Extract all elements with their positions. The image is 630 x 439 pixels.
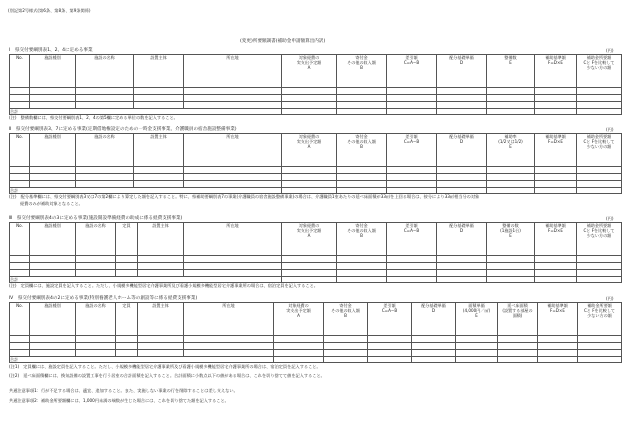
col-capacity: 定員 xyxy=(116,223,138,256)
col-diff: 差引額 C=A−B xyxy=(387,55,437,88)
total-row: 合計 xyxy=(10,188,622,194)
col-diff: 差引額 C=A−B xyxy=(387,223,437,256)
col-donation: 寄付金 その他の収入額 B xyxy=(337,55,387,88)
col-base: 補助基準額 F=D×E xyxy=(535,55,577,88)
table-row xyxy=(10,270,622,277)
section-4-heading: Ⅳ 県交付要綱別表4の2に定める事業(特別養護老人ホーム等の創設等に係る経費支援事業) xyxy=(9,296,198,301)
col-alloc: 配分基礎単価 D xyxy=(437,55,487,88)
total-row: 合計 xyxy=(10,357,622,363)
col-facility-name: 施設の名称 xyxy=(76,223,116,256)
col-facility-type: 施設種別 xyxy=(30,134,76,167)
col-cost: 対象経費の 実支出予定額 A xyxy=(274,303,324,336)
table-row xyxy=(10,181,622,188)
col-facility-name: 施設の名称 xyxy=(76,303,116,336)
col-cost: 対象経費の 実支出予定額 A xyxy=(282,134,337,167)
col-base: 補助基準額 F=D×E xyxy=(535,134,577,167)
col-capacity: 定員 xyxy=(116,303,138,336)
section-1-note: (注) 整備数欄には、県交付要綱別表1、2、4の第5欄に定める単位の数を記入すること。 xyxy=(9,115,178,120)
table-row xyxy=(10,263,622,270)
section-1-table xyxy=(9,54,622,115)
table-row xyxy=(10,88,622,95)
col-no: No. xyxy=(10,223,30,256)
col-donation: 寄付金 その他の収入額 B xyxy=(337,134,387,167)
total-row: 合計 xyxy=(10,277,622,283)
section-4-note-1: (注1) 定員欄には、施設定員を記入すること。ただし、小規模多機能型居宅介護事業所及び看護小規模多機能型居宅介護事業所の場合は、宿泊定員を記入すること。 xyxy=(9,364,321,369)
col-subsidy: 補助金所要額 Cと Fを比較して 少ない方の額 xyxy=(577,134,622,167)
col-location: 所在地 xyxy=(184,223,282,256)
total-row: 合計 xyxy=(10,109,622,115)
col-founder: 設置主体 xyxy=(138,303,184,336)
col-facility-type: 施設種別 xyxy=(30,223,76,256)
col-facility-name: 施設の名称 xyxy=(76,134,134,167)
col-base: 補助基準額 F=D×E xyxy=(538,303,578,336)
col-no: No. xyxy=(10,134,30,167)
col-no: No. xyxy=(10,55,30,88)
col-founder: 設置主体 xyxy=(134,134,184,167)
col-diff: 差引額 C=A−B xyxy=(368,303,412,336)
col-facility-name: 施設の名称 xyxy=(76,55,134,88)
section-2-note-cont: 経費のみが補助対象となること。 xyxy=(20,201,83,206)
form-label: (別記第2号様式(第6条、第8条、第9条関係) xyxy=(8,8,91,13)
section-1-heading: Ⅰ 県交付要綱別表1、2、4に定める事業 xyxy=(9,48,93,53)
table-row xyxy=(10,102,622,109)
section-2-note: (注) 配分基準欄には、県交付要綱別表3又は7の第2欄により算定した額を記入すること。特に、県補助要綱別表7の事業(介護職員の宿舎施設整備事業)の場合は、介護職員1室あたりの延べ床面積が33㎡を上回る場合は、按分により33㎡相当分の対象 xyxy=(9,194,480,199)
section-2-unit: (円) xyxy=(606,127,614,132)
col-location: 所在地 xyxy=(184,55,282,88)
col-subsidy: 補助金所要額 Cと Fを比較して 少ない方の額 xyxy=(577,55,622,88)
col-alloc: 配分基礎単価 D xyxy=(437,223,487,256)
section-3-table xyxy=(9,222,622,283)
col-cost: 対象経費の 実支出予定額 A xyxy=(282,55,337,88)
col-e: 整備の数 (1施設1台) E xyxy=(487,223,535,256)
document-title: (変更)所要額調書(補助金申請額算出内訳) xyxy=(240,39,326,44)
col-e: 整備数 E xyxy=(487,55,535,88)
col-location: 所在地 xyxy=(184,303,274,336)
col-donation: 寄付金 その他の収入額 B xyxy=(337,223,387,256)
table-row xyxy=(10,343,622,350)
common-note-2: 共通注意事項2：補助金所要額欄には、1,000円未満の端数が生じた場合には、これを切り捨てた額を記入すること。 xyxy=(9,398,229,403)
col-donation: 寄付金 その他の収入額 B xyxy=(324,303,368,336)
col-cost: 対象経費の 実支出予定額 A xyxy=(282,223,337,256)
section-3-heading: Ⅲ 県交付要綱別表4の3に定める事業(施設開設準備経費の助成に係る経費支援事業) xyxy=(9,216,183,221)
col-facility-type: 施設種別 xyxy=(30,55,76,88)
col-location: 所在地 xyxy=(184,134,282,167)
table-row xyxy=(10,336,622,343)
col-alloc: 配分基礎単価 D xyxy=(437,134,487,167)
col-subsidy: 補助金所要額 Cと Fを比較して 少ない方の額 xyxy=(578,303,622,336)
col-diff: 差引額 C=A−B xyxy=(387,134,437,167)
section-3-note: (注) 定員欄には、施設定員を記入すること。ただし、小規模多機能型居宅介護事業所及び看護小規模多機能型居宅介護事業所の場合は、宿泊定員を記入すること。 xyxy=(9,283,318,288)
col-unit-price: 面積単価 (4,000円／㎡) E xyxy=(456,303,498,336)
col-founder: 設置主体 xyxy=(138,223,184,256)
table-row xyxy=(10,350,622,357)
table-row xyxy=(10,95,622,102)
table-row xyxy=(10,256,622,263)
table-row xyxy=(10,174,622,181)
section-2-table xyxy=(9,133,622,194)
col-alloc: 配分基礎単価 D xyxy=(412,303,456,336)
col-subsidy: 補助金所要額 Cと Fを比較して 少ない方の額 xyxy=(577,223,622,256)
col-floor-area: 延べ床面積 (設置する部屋の 面積) xyxy=(498,303,538,336)
col-e: 補助率 (1/2又は1/2) E xyxy=(487,134,535,167)
section-4-table xyxy=(9,302,622,363)
col-base: 補助基準額 F=D×E xyxy=(535,223,577,256)
section-4-note-2: (注2) 延べ床面積欄には、換気設備の設置工事を行う居室の合計面積を記入すること。合計面積に小数点以下の値がある場合は、これを切り捨てて値を記入すること。 xyxy=(9,373,325,378)
section-3-unit: (円) xyxy=(606,216,614,221)
col-facility-type: 施設種別 xyxy=(30,303,76,336)
section-1-unit: (円) xyxy=(606,48,614,53)
col-no: No. xyxy=(10,303,30,336)
section-4-unit: (円) xyxy=(606,296,614,301)
table-row xyxy=(10,167,622,174)
common-note-1: 共通注意事項1：行が不足する場合は、適宜、追加すること。また、実施しない事業の行を削除することは差し支えない。 xyxy=(9,388,238,393)
col-founder: 設置主体 xyxy=(134,55,184,88)
section-2-heading: Ⅱ 県交付要綱別表3、7に定める事業(定期借地権設定のための一時金支援事業、介護職員の宿舎施設整備事業) xyxy=(9,127,237,132)
